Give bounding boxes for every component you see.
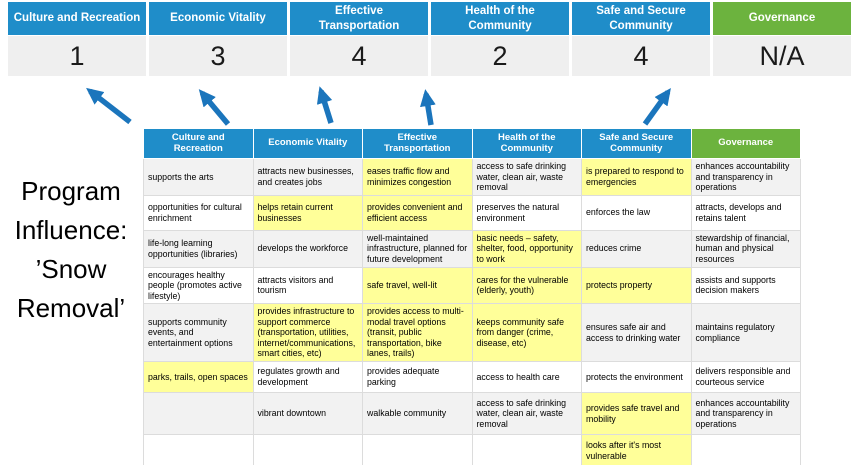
scoreboard-column-economic-vitality: [149, 2, 287, 76]
matrix-cell: provides safe travel and mobility: [582, 393, 692, 435]
matrix-header-safe-and-secure-community: Safe and Secure Community: [582, 129, 692, 159]
scoreboard-column-culture-and-recreation: [8, 2, 146, 76]
matrix-cell-empty: [691, 435, 801, 465]
matrix-cell: attracts new businesses, and creates jobs: [253, 159, 363, 196]
matrix-cell: provides access to multi-modal travel options (transit, public transportation, bike lanes, trails): [363, 304, 473, 362]
scoreboard-column-effective-transportation: [290, 2, 428, 76]
up-arrow-icon: [426, 94, 431, 125]
program-influence-title: [0, 172, 142, 328]
matrix-cell: access to safe drinking water, clean air, waste removal: [472, 159, 582, 196]
scoreboard-column-safe-and-secure-community: [572, 2, 710, 76]
scoreboard-column-governance: [713, 2, 851, 76]
matrix-cell: assists and supports decision makers: [691, 267, 801, 304]
matrix-header-effective-transportation: Effective Transportation: [363, 129, 473, 159]
scoreboard-column-health-of-the-community: [431, 2, 569, 76]
matrix-row: [144, 195, 801, 230]
up-arrow-icon: [202, 93, 228, 124]
matrix-cell: cares for the vulnerable (elderly, youth): [472, 267, 582, 304]
scoreboard-header-health-of-the-community: Health of the Community: [431, 2, 569, 35]
up-arrow-icon: [321, 91, 331, 123]
matrix-cell: helps retain current businesses: [253, 195, 363, 230]
matrix-cell: attracts visitors and tourism: [253, 267, 363, 304]
matrix-cell-empty: [144, 393, 254, 435]
matrix-cell: attracts, develops and retains talent: [691, 195, 801, 230]
matrix-cell: protects property: [582, 267, 692, 304]
scoreboard-header-effective-transportation: Effective Transportation: [290, 2, 428, 35]
matrix-cell-empty: [144, 435, 254, 465]
matrix-cell: parks, trails, open spaces: [144, 362, 254, 393]
matrix-cell: looks after it's most vulnerable: [582, 435, 692, 465]
score-culture-and-recreation: 1: [8, 36, 146, 76]
scoreboard-header-economic-vitality: Economic Vitality: [149, 2, 287, 35]
scoreboard-header-safe-and-secure-community: Safe and Secure Community: [572, 2, 710, 35]
matrix-cell: access to health care: [472, 362, 582, 393]
score-safe-and-secure-community: 4: [572, 36, 710, 76]
matrix-header-culture-and-recreation: Culture and Recreation: [144, 129, 254, 159]
matrix-cell: enhances accountability and transparency in operations: [691, 159, 801, 196]
up-arrow-icon: [645, 92, 668, 124]
matrix-cell: opportunities for cultural enrichment: [144, 195, 254, 230]
matrix-cell: enhances accountability and transparency in operations: [691, 393, 801, 435]
matrix-row: [144, 230, 801, 267]
matrix-cell: regulates growth and development: [253, 362, 363, 393]
matrix-cell: keeps community safe from danger (crime, disease, etc): [472, 304, 582, 362]
matrix-row: [144, 362, 801, 393]
matrix-cell: ensures safe air and access to drinking water: [582, 304, 692, 362]
matrix-cell: delivers responsible and courteous service: [691, 362, 801, 393]
matrix-cell: stewardship of financial, human and physical resources: [691, 230, 801, 267]
matrix-row: [144, 267, 801, 304]
matrix-cell: maintains regulatory compliance: [691, 304, 801, 362]
matrix-cell: safe travel, well-lit: [363, 267, 473, 304]
matrix-row: [144, 435, 801, 465]
matrix-cell: basic needs – safety, shelter, food, opportunity to work: [472, 230, 582, 267]
matrix-cell: reduces crime: [582, 230, 692, 267]
matrix-cell: develops the workforce: [253, 230, 363, 267]
arrows-layer: [0, 78, 859, 134]
scoreboard-header-culture-and-recreation: Culture and Recreation: [8, 2, 146, 35]
program-title-line: ’Snow: [35, 254, 107, 284]
influence-matrix-wrap: [143, 128, 801, 465]
score-effective-transportation: 4: [290, 36, 428, 76]
matrix-cell: life-long learning opportunities (libraries): [144, 230, 254, 267]
matrix-cell: access to safe drinking water, clean air, waste removal: [472, 393, 582, 435]
scoreboard-header-governance: Governance: [713, 2, 851, 35]
score-health-of-the-community: 2: [431, 36, 569, 76]
matrix-cell: well-maintained infrastructure, planned for future development: [363, 230, 473, 267]
matrix-header-economic-vitality: Economic Vitality: [253, 129, 363, 159]
program-title-line: Removal’: [16, 293, 126, 323]
matrix-cell: enforces the law: [582, 195, 692, 230]
matrix-header-health-of-the-community: Health of the Community: [472, 129, 582, 159]
matrix-cell: walkable community: [363, 393, 473, 435]
matrix-cell: provides adequate parking: [363, 362, 473, 393]
score-governance: N/A: [713, 36, 851, 76]
matrix-row: [144, 304, 801, 362]
matrix-cell-empty: [253, 435, 363, 465]
matrix-cell: provides infrastructure to support commerce (transportation, utilities, internet/communications, smart cities, etc): [253, 304, 363, 362]
matrix-row: [144, 393, 801, 435]
matrix-cell: eases traffic flow and minimizes congestion: [363, 159, 473, 196]
matrix-cell: supports community events, and entertainment options: [144, 304, 254, 362]
matrix-cell-empty: [472, 435, 582, 465]
matrix-cell: preserves the natural environment: [472, 195, 582, 230]
matrix-cell: is prepared to respond to emergencies: [582, 159, 692, 196]
matrix-row: [144, 159, 801, 196]
up-arrow-icon: [90, 91, 130, 122]
influence-matrix: [143, 128, 801, 465]
matrix-cell: supports the arts: [144, 159, 254, 196]
program-title-line: Program: [21, 176, 121, 206]
matrix-header-governance: Governance: [691, 129, 801, 159]
matrix-cell: encourages healthy people (promotes active lifestyle): [144, 267, 254, 304]
matrix-body: [144, 159, 801, 465]
matrix-cell: vibrant downtown: [253, 393, 363, 435]
matrix-cell: protects the environment: [582, 362, 692, 393]
matrix-cell-empty: [363, 435, 473, 465]
score-economic-vitality: 3: [149, 36, 287, 76]
matrix-head: [144, 129, 801, 159]
matrix-cell: provides convenient and efficient access: [363, 195, 473, 230]
values-scoreboard: [8, 2, 851, 76]
program-title-line: Influence:: [14, 215, 128, 245]
